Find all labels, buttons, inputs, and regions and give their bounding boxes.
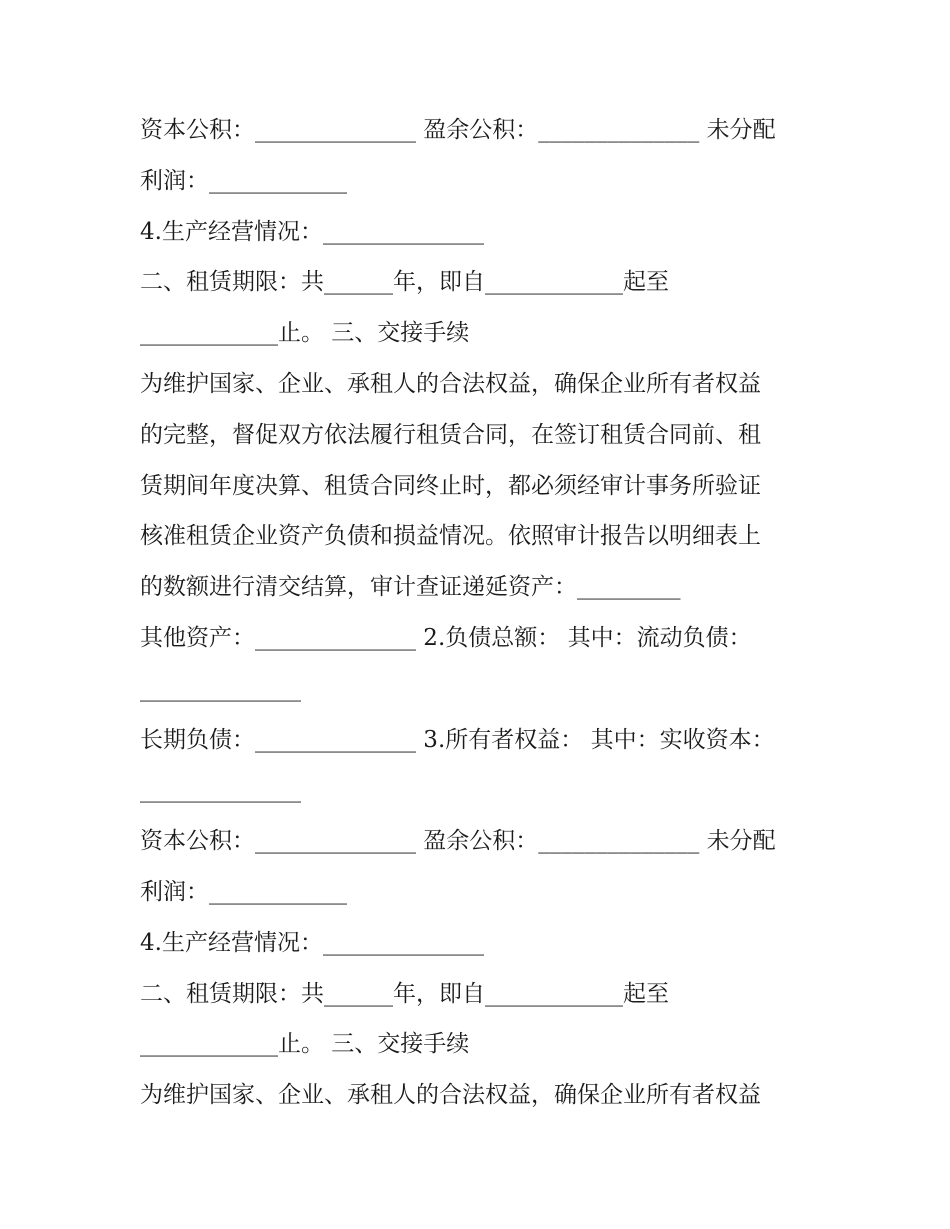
text-line: 为维护国家、企业、承租人的合法权益，确保企业所有者权益 — [140, 1082, 761, 1109]
text-line: 二、租赁期限：共______年，即自____________起至 — [140, 980, 669, 1007]
text-line: ______________ — [140, 675, 301, 702]
text-line: 赁期间年度决算、租赁合同终止时，都必须经审计事务所验证 — [140, 472, 761, 499]
document-body — [140, 105, 820, 1121]
text-line: 4.生产经营情况：______________ — [140, 218, 484, 245]
text-line: ____________止。 三、交接手续 — [140, 1031, 470, 1058]
text-line: ____________止。 三、交接手续 — [140, 320, 470, 347]
text-line: ______________ — [140, 777, 301, 804]
text-line: 利润：____________ — [140, 167, 347, 194]
text-line: 为维护国家、企业、承租人的合法权益，确保企业所有者权益 — [140, 370, 761, 397]
text-line: 4.生产经营情况：______________ — [140, 929, 484, 956]
text-line: 的完整，督促双方依法履行租赁合同，在签订租赁合同前、租 — [140, 421, 761, 448]
text-line: 二、租赁期限：共______年，即自____________起至 — [140, 269, 669, 296]
text-line: 长期负债：______________ 3.所有者权益： 其中：实收资本： — [140, 726, 775, 753]
text-line: 资本公积：______________ 盈余公积：______________ 未分配 — [140, 117, 776, 143]
text-line: 资本公积：______________ 盈余公积：______________ 未分配 — [140, 828, 776, 855]
text-line: 核准租赁企业资产负债和损益情况。依照审计报告以明细表上 — [140, 523, 761, 550]
text-line: 利润：____________ — [140, 878, 347, 905]
text-line: 其他资产：______________ 2.负债总额： 其中：流动负债： — [140, 624, 752, 651]
text-line: 的数额进行清交结算，审计查证递延资产：_________ — [140, 574, 681, 601]
